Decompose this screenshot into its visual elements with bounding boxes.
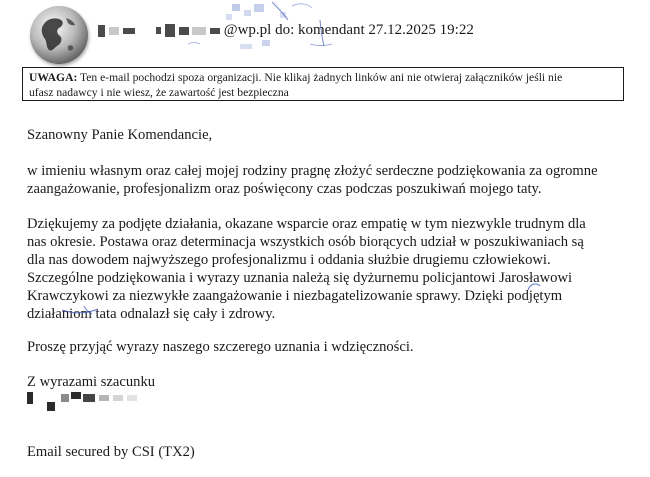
email-datetime: 27.12.2025 19:22 [368, 22, 474, 38]
scan-artifact [226, 14, 232, 20]
email-header-line [98, 22, 474, 39]
paragraph-1 [27, 162, 627, 198]
warning-text-line2: ufasz nadawcy i nie wiesz, że zawartość jest bezpieczna [29, 86, 289, 99]
recipient-name[interactable]: komendant [298, 22, 365, 38]
scan-artifact [262, 40, 270, 46]
scan-artifact [232, 4, 240, 11]
paragraph-2-line: Krawczykowi za niezwykłe zaangażowanie i niezbagatelizowanie sprawy. Dzięki podjętym [27, 288, 563, 304]
warning-text-line1: Ten e-mail pochodzi spoza organizacji. Nie klikaj żadnych linków ani nie otwieraj załączników jeśli nie [80, 71, 563, 84]
external-email-warning [22, 67, 624, 101]
paragraph-2-line: nas okresie. Postawa oraz determinacja wszystkich osób biorących udział w poszukiwaniach są [27, 234, 584, 250]
paragraph-2 [27, 215, 627, 323]
paragraph-1-line: w imieniu własnym oraz całej mojej rodziny pragnę złożyć serdeczne podziękowania za ogromne [27, 163, 598, 179]
scan-artifact [244, 10, 251, 16]
greeting: Szanowny Panie Komendancie, [27, 127, 213, 143]
sender-email-domain[interactable]: @wp.pl [223, 22, 272, 38]
redacted-sender-name [98, 22, 224, 38]
globe-avatar-icon [30, 6, 88, 64]
scan-artifact [240, 44, 252, 49]
to-label: do: [275, 22, 295, 38]
redacted-signature [27, 392, 167, 414]
scan-artifact [254, 4, 264, 12]
paragraph-2-line: dla nas dowodem najwyższego profesjonalizmu i oddania służbie drugiemu człowiekowi. [27, 252, 551, 268]
email-footer: Email secured by CSI (TX2) [27, 444, 195, 460]
warning-label: UWAGA: [29, 71, 78, 84]
paragraph-2-line: Dziękujemy za podjęte działania, okazane wsparcie oraz empatię w tym niezwykle trudnym dla [27, 216, 586, 232]
paragraph-3: Proszę przyjąć wyrazy naszego szczerego uznania i wdzięczności. [27, 339, 414, 355]
paragraph-2-line: działaniom tata odnalazł się cały i zdrowy. [27, 306, 276, 322]
paragraph-2-line: Szczególne podziękowania i wyrazy uznania należą się dyżurnemu policjantowi Jarosławowi [27, 270, 573, 286]
closing-phrase: Z wyrazami szacunku [27, 374, 156, 390]
paragraph-1-line: zaangażowanie, profesjonalizm oraz poświęcony czas podczas poszukiwań mojego taty. [27, 181, 542, 197]
scan-artifact [280, 12, 286, 18]
